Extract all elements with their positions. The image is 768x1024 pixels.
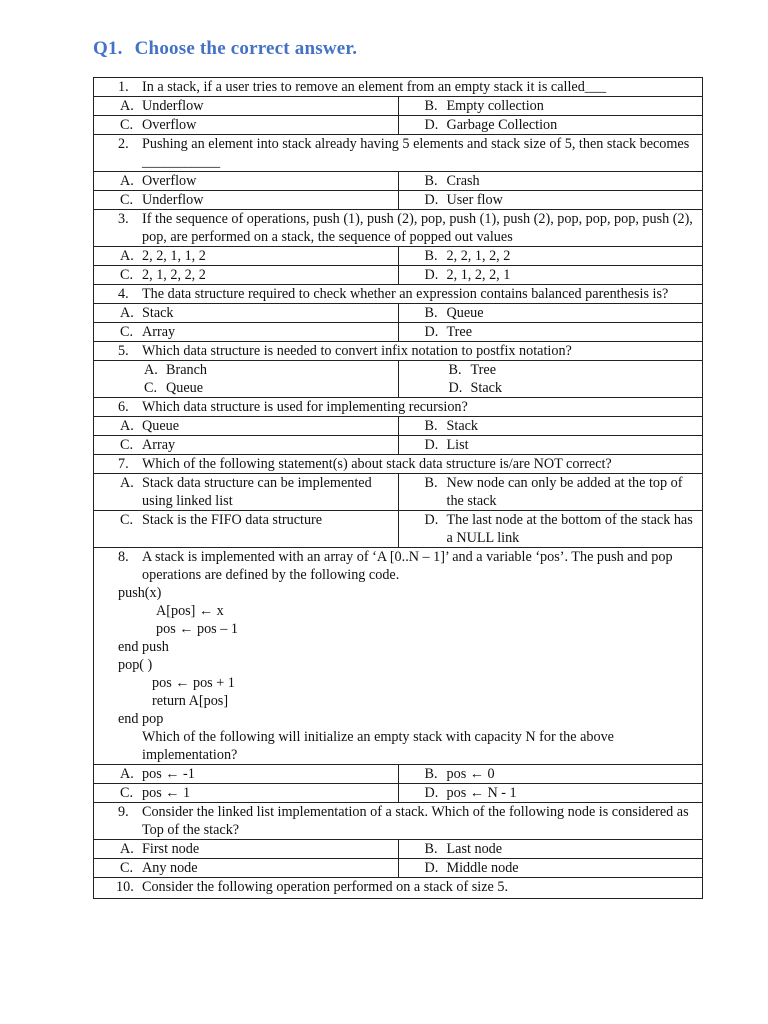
option-b[interactable] (403, 172, 699, 190)
option-letter: C. (120, 117, 134, 133)
option-text: Stack (470, 380, 503, 396)
code-line: pop( ) (118, 657, 153, 673)
option-a[interactable] (98, 247, 394, 265)
option-text: pos ← N - 1 (446, 785, 517, 801)
option-text: pos ← 0 (446, 766, 495, 782)
option-b[interactable] (403, 474, 699, 510)
option-letter: D. (424, 437, 439, 453)
options-row (94, 436, 703, 455)
options-row (94, 840, 703, 859)
question-number: 2. (118, 136, 129, 152)
option-letter: B. (424, 418, 438, 434)
question-number: 5. (118, 343, 129, 359)
option-b[interactable] (403, 417, 699, 435)
options-row (94, 172, 703, 191)
question-text: Which data structure is needed to convert infix notation to postfix notation? (142, 343, 572, 359)
option-d[interactable] (403, 379, 699, 397)
option-b[interactable] (403, 765, 699, 783)
option-c[interactable] (98, 859, 394, 877)
option-letter: D. (448, 380, 463, 396)
options-row (94, 474, 703, 511)
option-c[interactable] (98, 323, 394, 341)
option-text: 2, 2, 1, 2, 2 (446, 248, 511, 264)
option-text: Any node (142, 860, 198, 876)
option-letter: D. (424, 860, 439, 876)
code-line: end pop (118, 711, 164, 727)
options-row (94, 247, 703, 266)
option-letter: C. (120, 860, 134, 876)
option-d[interactable] (403, 511, 699, 547)
option-a[interactable] (98, 765, 394, 783)
quiz-table (93, 77, 703, 899)
question-number: 6. (118, 399, 129, 415)
option-letter: A. (120, 173, 134, 189)
option-d[interactable] (403, 859, 699, 877)
options-row (94, 379, 703, 398)
question-text: Consider the following operation performed on a stack of size 5. (142, 879, 509, 895)
option-a[interactable] (98, 304, 394, 322)
option-d[interactable] (403, 266, 699, 284)
option-letter: B. (424, 98, 438, 114)
option-text: Branch (166, 362, 207, 378)
option-letter: D. (424, 785, 439, 801)
option-text: Middle node (446, 860, 519, 876)
option-text: pos ← -1 (142, 766, 195, 782)
options-row (94, 859, 703, 878)
option-letter: C. (120, 437, 134, 453)
option-b[interactable] (403, 304, 699, 322)
option-letter: A. (120, 248, 134, 264)
option-d[interactable] (403, 323, 699, 341)
option-text: Array (142, 437, 176, 453)
question-number: 4. (118, 286, 129, 302)
question-text: A stack is implemented with an array of ‘A [0..N – 1]’ and a variable ‘pos’. The push and pop operations are defined by the following code. (142, 549, 673, 583)
question-row (94, 878, 703, 899)
section-heading (93, 38, 357, 60)
options-row (94, 116, 703, 135)
options-row (94, 266, 703, 285)
option-letter: C. (120, 785, 134, 801)
option-d[interactable] (403, 116, 699, 134)
option-text: Tree (470, 362, 496, 378)
option-a[interactable] (98, 474, 394, 510)
option-text: Queue (142, 418, 180, 434)
option-letter: A. (120, 98, 134, 114)
option-text: Overflow (142, 117, 197, 133)
question-text: Pushing an element into stack already having 5 elements and stack size of 5, then stack becomes ___________ (142, 136, 690, 170)
option-d[interactable] (403, 436, 699, 454)
question-text: In a stack, if a user tries to remove an element from an empty stack it is called___ (142, 79, 607, 95)
option-letter: B. (424, 475, 438, 491)
question-text: Consider the linked list implementation of a stack. Which of the following node is considered as Top of the stack? (142, 804, 689, 838)
option-text: 2, 2, 1, 1, 2 (142, 248, 206, 264)
option-b[interactable] (403, 361, 699, 379)
question-row (94, 78, 703, 97)
option-letter: C. (120, 324, 134, 340)
option-letter: B. (424, 173, 438, 189)
option-text: Queue (446, 305, 484, 321)
option-text: Empty collection (446, 98, 544, 114)
question-text: The data structure required to check whether an expression contains balanced parenthesis is? (142, 286, 669, 302)
question-row (94, 210, 703, 247)
option-letter: D. (424, 117, 439, 133)
option-letter: A. (120, 841, 134, 857)
code-block (96, 584, 694, 728)
option-letter: A. (120, 418, 134, 434)
option-d[interactable] (403, 191, 699, 209)
option-letter: B. (448, 362, 462, 378)
option-b[interactable] (403, 840, 699, 858)
option-text: 2, 1, 2, 2, 1 (446, 267, 511, 283)
option-text: Stack data structure can be implemented using linked list (142, 475, 372, 509)
option-text: The last node at the bottom of the stack has a NULL link (446, 512, 693, 546)
question-number: 9. (118, 804, 129, 820)
option-text: Stack (446, 418, 479, 434)
question-text: Which data structure is used for implementing recursion? (142, 399, 468, 415)
question-text: If the sequence of operations, push (1), push (2), pop, push (1), push (2), pop, pop, pop, push (2), pop, are performed on a stack, the sequence of popped out values (142, 211, 693, 245)
question-number: 3. (118, 211, 129, 227)
option-letter: C. (144, 380, 158, 396)
code-line: pos ← pos + 1 (152, 675, 235, 691)
option-letter: A. (120, 766, 134, 782)
option-letter: C. (120, 267, 134, 283)
option-letter: C. (120, 512, 134, 528)
options-row (94, 511, 703, 548)
options-row (94, 191, 703, 210)
option-text: First node (142, 841, 200, 857)
option-text: Tree (446, 324, 472, 340)
option-text: New node can only be added at the top of the stack (446, 475, 683, 509)
question-number: 8. (118, 549, 129, 565)
options-row (94, 304, 703, 323)
question-row (94, 548, 703, 765)
option-a[interactable] (98, 97, 394, 115)
option-text: Crash (446, 173, 480, 189)
code-line: return A[pos] (152, 693, 229, 709)
option-a[interactable] (98, 361, 394, 379)
options-row (94, 765, 703, 784)
option-b[interactable] (403, 97, 699, 115)
option-text: Last node (446, 841, 503, 857)
option-text: Stack (142, 305, 174, 321)
option-text: Queue (166, 380, 204, 396)
option-text: List (446, 437, 469, 453)
option-letter: D. (424, 324, 439, 340)
question-number: 1. (118, 79, 129, 95)
option-c[interactable] (98, 436, 394, 454)
code-line: A[pos] ← x (156, 603, 224, 619)
option-text: Stack is the FIFO data structure (142, 512, 323, 528)
option-a[interactable] (98, 172, 394, 190)
option-c[interactable] (98, 191, 394, 209)
option-text: pos ← 1 (142, 785, 191, 801)
question-row (94, 135, 703, 172)
option-text: User flow (446, 192, 503, 208)
options-row (94, 97, 703, 116)
option-text: Garbage Collection (446, 117, 558, 133)
option-letter: B. (424, 841, 438, 857)
option-c[interactable] (98, 266, 394, 284)
question-number: 7. (118, 456, 129, 472)
option-a[interactable] (98, 417, 394, 435)
option-text: Underflow (142, 192, 204, 208)
option-text: 2, 1, 2, 2, 2 (142, 267, 206, 283)
option-letter: B. (424, 766, 438, 782)
option-c[interactable] (98, 511, 394, 529)
question-text-continued: Which of the following will initialize an empty stack with capacity N for the above implementation? (142, 729, 614, 763)
option-letter: C. (120, 192, 134, 208)
question-text: Which of the following statement(s) about stack data structure is/are NOT correct? (142, 456, 612, 472)
question-row (94, 342, 703, 361)
option-letter: A. (144, 362, 158, 378)
option-c[interactable] (98, 116, 394, 134)
option-b[interactable] (403, 247, 699, 265)
options-row (94, 323, 703, 342)
option-letter: D. (424, 267, 439, 283)
option-text: Overflow (142, 173, 197, 189)
option-text: Underflow (142, 98, 204, 114)
option-letter: D. (424, 512, 439, 528)
code-line: pos ← pos – 1 (156, 621, 238, 637)
option-letter: D. (424, 192, 439, 208)
question-number: 10. (116, 879, 134, 895)
code-line: end push (118, 639, 169, 655)
option-c[interactable] (98, 379, 394, 397)
option-letter: B. (424, 248, 438, 264)
section-title: Choose the correct answer. (134, 38, 358, 59)
option-c[interactable] (98, 784, 394, 802)
question-row (94, 455, 703, 474)
question-row (94, 285, 703, 304)
option-text: Array (142, 324, 176, 340)
options-row (94, 784, 703, 803)
code-line: push(x) (118, 585, 162, 601)
question-row (94, 398, 703, 417)
option-d[interactable] (403, 784, 699, 802)
options-row (94, 417, 703, 436)
section-number: Q1. (93, 38, 123, 59)
option-letter: A. (120, 305, 134, 321)
question-row (94, 803, 703, 840)
option-a[interactable] (98, 840, 394, 858)
options-row (94, 361, 703, 380)
option-letter: A. (120, 475, 134, 491)
option-letter: B. (424, 305, 438, 321)
